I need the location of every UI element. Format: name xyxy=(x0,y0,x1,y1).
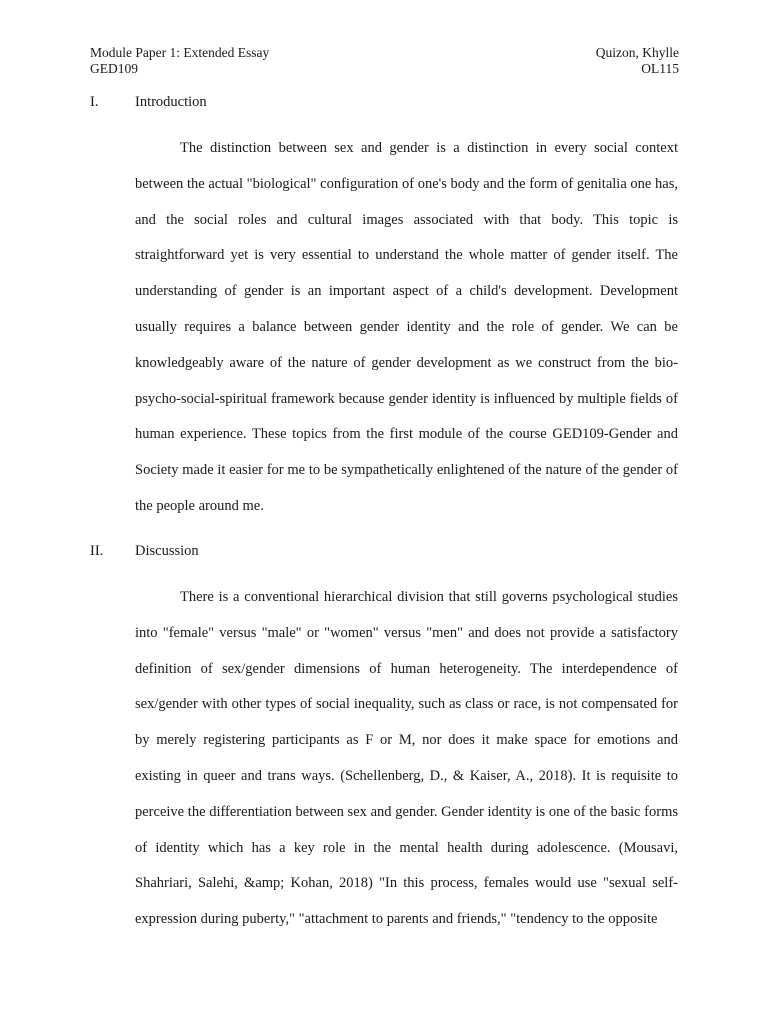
introduction-paragraph: The distinction between sex and gender is a distinction in every social context between the actual "biological" configuration of one's body and the form of genitalia one has, and the social roles and cultural images associated with that body. This topic is straightforward yet is very essential to understand the whole matter of gender itself. The understanding of gender is an important aspect of a child's development. Development usually requires a balance between gender identity and the role of gender. We can be knowledgeably aware of the nature of gender development as we construct from the bio-psycho-social-spiritual framework because gender identity is influenced by multiple fields of human experience. These topics from the first module of the course GED109-Gender and Society made it easier for me to be sympathetically enlightened of the nature of the gender of the people around me. xyxy=(135,140,678,514)
section-title: Introduction xyxy=(135,94,207,110)
header-left xyxy=(90,45,269,77)
paper-title: Module Paper 1: Extended Essay xyxy=(90,45,270,60)
section-heading-introduction xyxy=(90,93,207,111)
author-name: Quizon, Khylle xyxy=(595,45,679,60)
course-code: GED109 xyxy=(90,61,138,76)
section-number: II. xyxy=(90,543,104,559)
discussion-paragraph: There is a conventional hierarchical division that still governs psychological studies into "female" versus "male" or "women" versus "men" and does not provide a satisfactory definition of sex/gender dimensions of human heterogeneity. The interdependence of sex/gender with other types of social inequality, such as class or race, is not compensated for by merely registering participants as F or M, nor does it make space for emotions and existing in queer and trans ways. (Schellenberg, D., & Kaiser, A., 2018). It is requisite to perceive the differentiation between sex and gender. Gender identity is one of the basic forms of identity which has a key role in the mental health during adolescence. (Mousavi, Shahriari, Salehi, &amp; Kohan, 2018) "In this process, females would use "sexual self-expression during puberty," "attachment to parents and friends," "tendency to the opposite xyxy=(135,589,678,928)
section-heading-discussion xyxy=(90,542,199,560)
section-number: I. xyxy=(90,94,99,110)
header-right xyxy=(596,45,679,77)
section-code: OL115 xyxy=(641,61,679,76)
section-title: Discussion xyxy=(135,543,199,559)
